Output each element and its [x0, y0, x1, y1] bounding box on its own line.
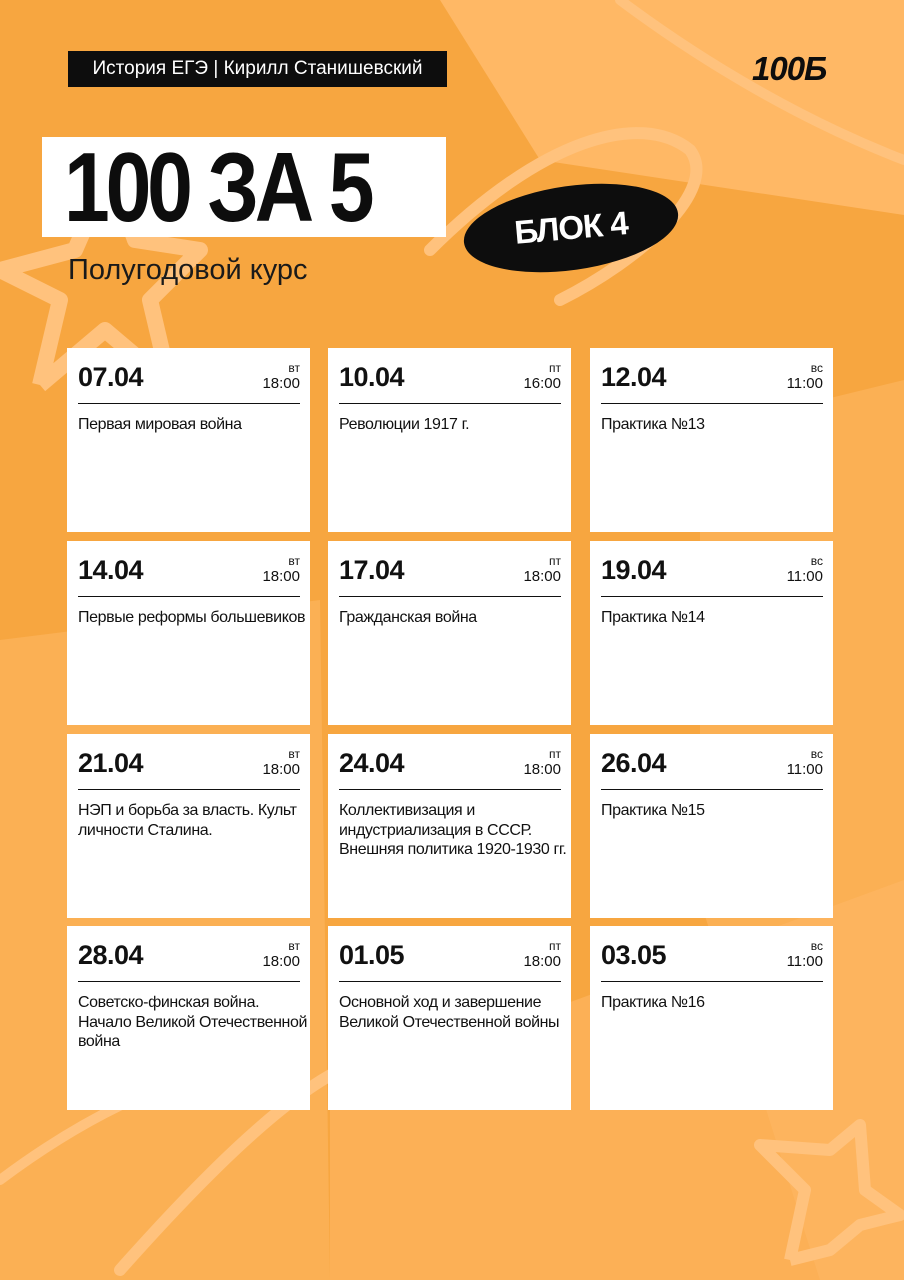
lesson-date: 14.04: [78, 555, 144, 585]
lesson-card: [328, 541, 571, 725]
lesson-weekday: вт: [288, 554, 300, 568]
lesson-weekday: пт: [549, 747, 561, 761]
card-divider: [78, 403, 300, 404]
lesson-date: 07.04: [78, 362, 144, 392]
lesson-card: [67, 541, 310, 725]
lesson-topic: Гражданская война: [339, 609, 477, 626]
lesson-date: 19.04: [601, 555, 667, 585]
lesson-card: [328, 348, 571, 532]
lesson-card: [328, 734, 571, 918]
lesson-topic: Основной ход и завершение Великой Отечественной войны: [339, 994, 560, 1031]
lesson-weekday: вс: [810, 747, 823, 761]
lesson-card: [67, 734, 310, 918]
lesson-weekday: пт: [549, 554, 561, 568]
lesson-weekday: вс: [810, 939, 823, 953]
card-divider: [601, 981, 823, 982]
lesson-card: [590, 734, 833, 918]
lesson-date: 01.05: [339, 940, 405, 970]
lesson-time: 18:00: [523, 953, 561, 970]
card-divider: [78, 596, 300, 597]
card-divider: [339, 596, 561, 597]
lesson-topic: Коллективизация и индустриализация в СССР. Внешняя политика 1920-1930 гг.: [339, 802, 567, 858]
lesson-time: 18:00: [262, 568, 300, 585]
course-subtitle: Полугодовой курс: [68, 254, 308, 286]
lesson-time: 18:00: [262, 375, 300, 392]
lesson-date: 21.04: [78, 748, 144, 778]
page-title: 100 ЗА 5: [64, 132, 371, 242]
lesson-time: 18:00: [523, 761, 561, 778]
lesson-time: 11:00: [786, 953, 823, 970]
lesson-date: 03.05: [601, 940, 667, 970]
lesson-date: 12.04: [601, 362, 667, 392]
card-divider: [339, 981, 561, 982]
card-divider: [601, 596, 823, 597]
card-divider: [78, 981, 300, 982]
lesson-topic: НЭП и борьба за власть. Культ личности Сталина.: [78, 802, 297, 839]
lesson-time: 18:00: [523, 568, 561, 585]
lesson-time: 11:00: [786, 568, 823, 585]
lesson-weekday: пт: [549, 361, 561, 375]
lesson-date: 17.04: [339, 555, 405, 585]
lesson-time: 11:00: [786, 761, 823, 778]
lesson-topic: Практика №13: [601, 416, 705, 433]
lesson-topic: Советско-финская война. Начало Великой Отечественной война: [78, 994, 308, 1050]
card-divider: [78, 789, 300, 790]
lesson-time: 11:00: [786, 375, 823, 392]
lesson-card: [328, 926, 571, 1110]
lesson-weekday: вт: [288, 747, 300, 761]
card-divider: [339, 403, 561, 404]
brand-logo: 100Б: [752, 50, 827, 87]
lesson-card: [67, 926, 310, 1110]
lesson-date: 26.04: [601, 748, 667, 778]
lesson-weekday: вс: [810, 554, 823, 568]
lesson-topic: Практика №15: [601, 802, 705, 819]
lesson-card: [67, 348, 310, 532]
lesson-weekday: пт: [549, 939, 561, 953]
card-divider: [601, 403, 823, 404]
lesson-date: 10.04: [339, 362, 405, 392]
lesson-date: 24.04: [339, 748, 405, 778]
lesson-weekday: вт: [288, 939, 300, 953]
card-divider: [601, 789, 823, 790]
card-divider: [339, 789, 561, 790]
lesson-topic: Первая мировая война: [78, 416, 242, 433]
lesson-time: 16:00: [523, 375, 561, 392]
lesson-card: [590, 348, 833, 532]
block-label: БЛОК 4: [512, 204, 630, 251]
lesson-weekday: вс: [810, 361, 823, 375]
lesson-date: 28.04: [78, 940, 144, 970]
lesson-topic: Первые реформы большевиков: [78, 609, 306, 626]
lesson-card: [590, 541, 833, 725]
lesson-time: 18:00: [262, 953, 300, 970]
lesson-topic: Практика №16: [601, 994, 705, 1011]
lesson-topic: Революции 1917 г.: [339, 416, 470, 433]
lesson-weekday: вт: [288, 361, 300, 375]
lesson-topic: Практика №14: [601, 609, 705, 626]
course-author-badge: История ЕГЭ | Кирилл Станишевский: [68, 51, 447, 87]
lesson-card: [590, 926, 833, 1110]
lesson-time: 18:00: [262, 761, 300, 778]
title-box: [42, 132, 446, 242]
